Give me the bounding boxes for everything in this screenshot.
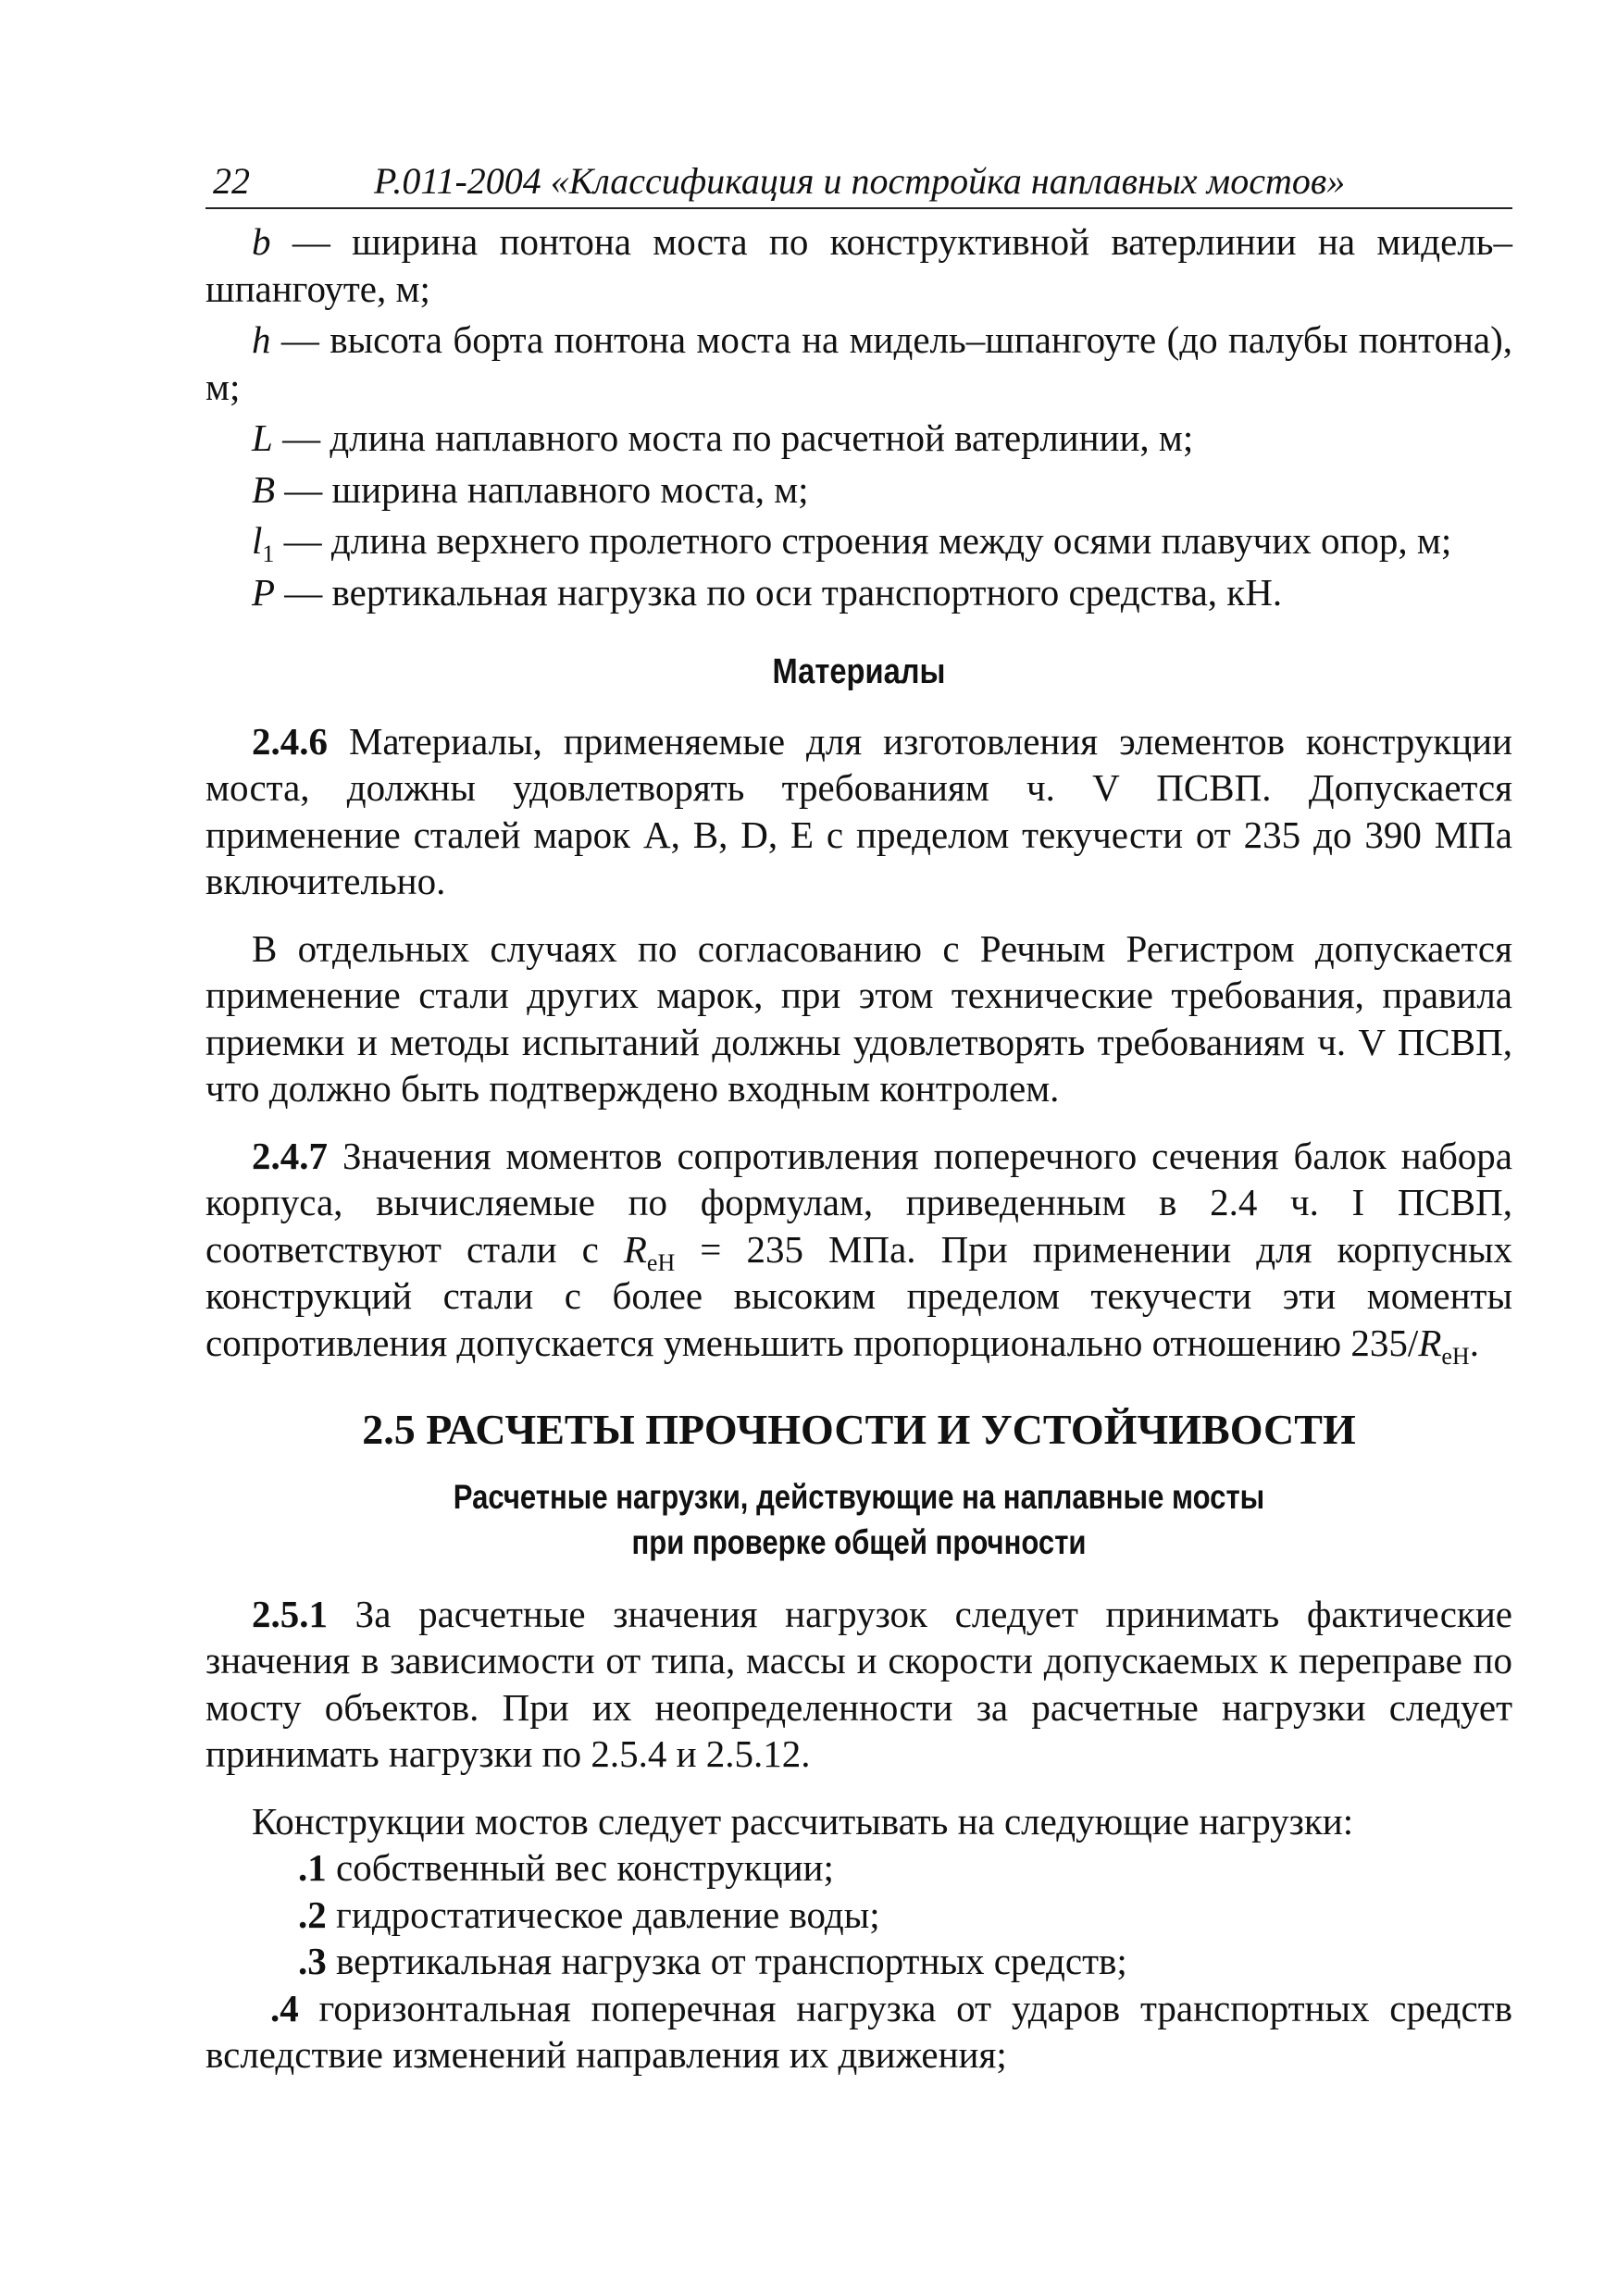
symbol: L bbox=[252, 416, 273, 459]
list-text: гидростатическое давление воды; bbox=[336, 1893, 880, 1936]
clause-text: Материалы, применяемые для изготовления элементов конструкции моста, должны удовлетворять требованиям ч. V ПСВП. Допускается применение сталей марок А, В, D, Е с пределом текучести от 235 до 390 МПа включительно. bbox=[205, 719, 1512, 902]
definition-P bbox=[205, 569, 1512, 616]
symbol-subscript: eH bbox=[646, 1248, 676, 1276]
definition-text: — ширина понтона моста по конструктивной ватерлинии на мидель–шпангоуте, м; bbox=[205, 220, 1512, 310]
symbol-subscript: eH bbox=[1441, 1342, 1470, 1370]
page-content bbox=[205, 218, 1512, 2079]
definition-B bbox=[205, 466, 1512, 514]
list-text: вертикальная нагрузка от транспортных средств; bbox=[336, 1940, 1127, 1982]
definition-b bbox=[205, 218, 1512, 312]
document-title: Р.011-2004 «Классификация и постройка наплавных мостов» bbox=[374, 160, 1346, 202]
definition-text: — высота борта понтона моста на мидель–шпангоуте (до палубы понтона), м; bbox=[205, 318, 1512, 408]
symbol-subscript: 1 bbox=[262, 540, 275, 568]
running-header bbox=[205, 155, 1512, 209]
paragraph-2-5-1 bbox=[205, 1591, 1512, 1778]
list-intro: Конструкции мостов следует рассчитывать на следующие нагрузки: bbox=[252, 1799, 1354, 1843]
subsection-heading bbox=[310, 1474, 1408, 1565]
clause-number: 2.4.6 bbox=[252, 719, 328, 763]
paragraph-2-4-6-cont: В отдельных случаях по согласованию с Речным Регистром допускается применение стали других марок, при этом технические требования, правила приемки и методы испытаний должны удовлетворять требованиям ч. V ПСВП, что должно быть подтверждено входным контролем. bbox=[205, 926, 1512, 1110]
symbol: h bbox=[252, 318, 271, 361]
subsection-heading-line1: Расчетные нагрузки, действующие на наплавные мосты bbox=[453, 1477, 1265, 1516]
symbol: l bbox=[252, 519, 263, 562]
list-number: .1 bbox=[298, 1846, 327, 1889]
subsection-heading-line2: при проверке общей прочности bbox=[631, 1522, 1087, 1561]
list-number: .2 bbox=[298, 1893, 327, 1936]
clause-number: 2.5.1 bbox=[252, 1592, 328, 1635]
symbol: B bbox=[252, 467, 276, 511]
definition-h bbox=[205, 316, 1512, 410]
paragraph-2-4-7 bbox=[205, 1133, 1513, 1370]
clause-text: За расчетные значения нагрузок следует принимать фактические значения в зависимости от типа, массы и скорости допускаемых к переправе по мосту объектов. При их неопределенности за расчетные нагрузки следует принимать нагрузки по 2.5.4 и 2.5.12. bbox=[205, 1592, 1512, 1775]
symbol: R bbox=[623, 1227, 647, 1271]
list-number: .4 bbox=[270, 1986, 299, 2029]
definition-text: — ширина наплавного моста, м; bbox=[284, 467, 809, 511]
symbol: P bbox=[252, 570, 276, 614]
definition-text: — длина верхнего пролетного строения между осями плавучих опор, м; bbox=[283, 519, 1452, 562]
list-item bbox=[205, 1844, 1512, 1892]
materials-heading: Материалы bbox=[772, 652, 946, 691]
clause-text: Значения моментов сопротивления поперечного сечения балок набора корпуса, вычисляемые по формулам, приведенным в 2.4 ч. I ПСВП, соответствуют стали с bbox=[205, 1134, 1513, 1271]
clause-number: 2.4.7 bbox=[252, 1134, 328, 1177]
definition-l1 bbox=[205, 517, 1512, 568]
list-item bbox=[205, 1938, 1512, 1985]
list-text: собственный вес конструкции; bbox=[336, 1846, 834, 1889]
list-item bbox=[205, 1892, 1512, 1939]
symbol: b bbox=[252, 220, 271, 263]
symbol: R bbox=[1418, 1321, 1442, 1364]
paragraph-2-4-6 bbox=[205, 718, 1512, 905]
definition-L bbox=[205, 415, 1512, 462]
list-item bbox=[205, 1985, 1512, 2079]
definition-text: — вертикальная нагрузка по оси транспортного средства, кН. bbox=[284, 570, 1283, 614]
page-number: 22 bbox=[213, 160, 250, 202]
list-text: горизонтальная поперечная нагрузка от ударов транспортных средств вследствие изменений направления их движения; bbox=[205, 1986, 1512, 2076]
clause-end: . bbox=[1469, 1321, 1479, 1364]
clause-text-cont: = 235 МПа. При применении для корпусных конструкций стали с более высоким пределом текучести эти моменты сопротивления допускается уменьшить пропорционально отношению 235/ bbox=[205, 1227, 1512, 1364]
section-heading: 2.5 РАСЧЕТЫ ПРОЧНОСТИ И УСТОЙЧИВОСТИ bbox=[362, 1406, 1356, 1453]
definition-text: — длина наплавного моста по расчетной ватерлинии, м; bbox=[282, 416, 1194, 459]
list-number: .3 bbox=[298, 1940, 327, 1982]
